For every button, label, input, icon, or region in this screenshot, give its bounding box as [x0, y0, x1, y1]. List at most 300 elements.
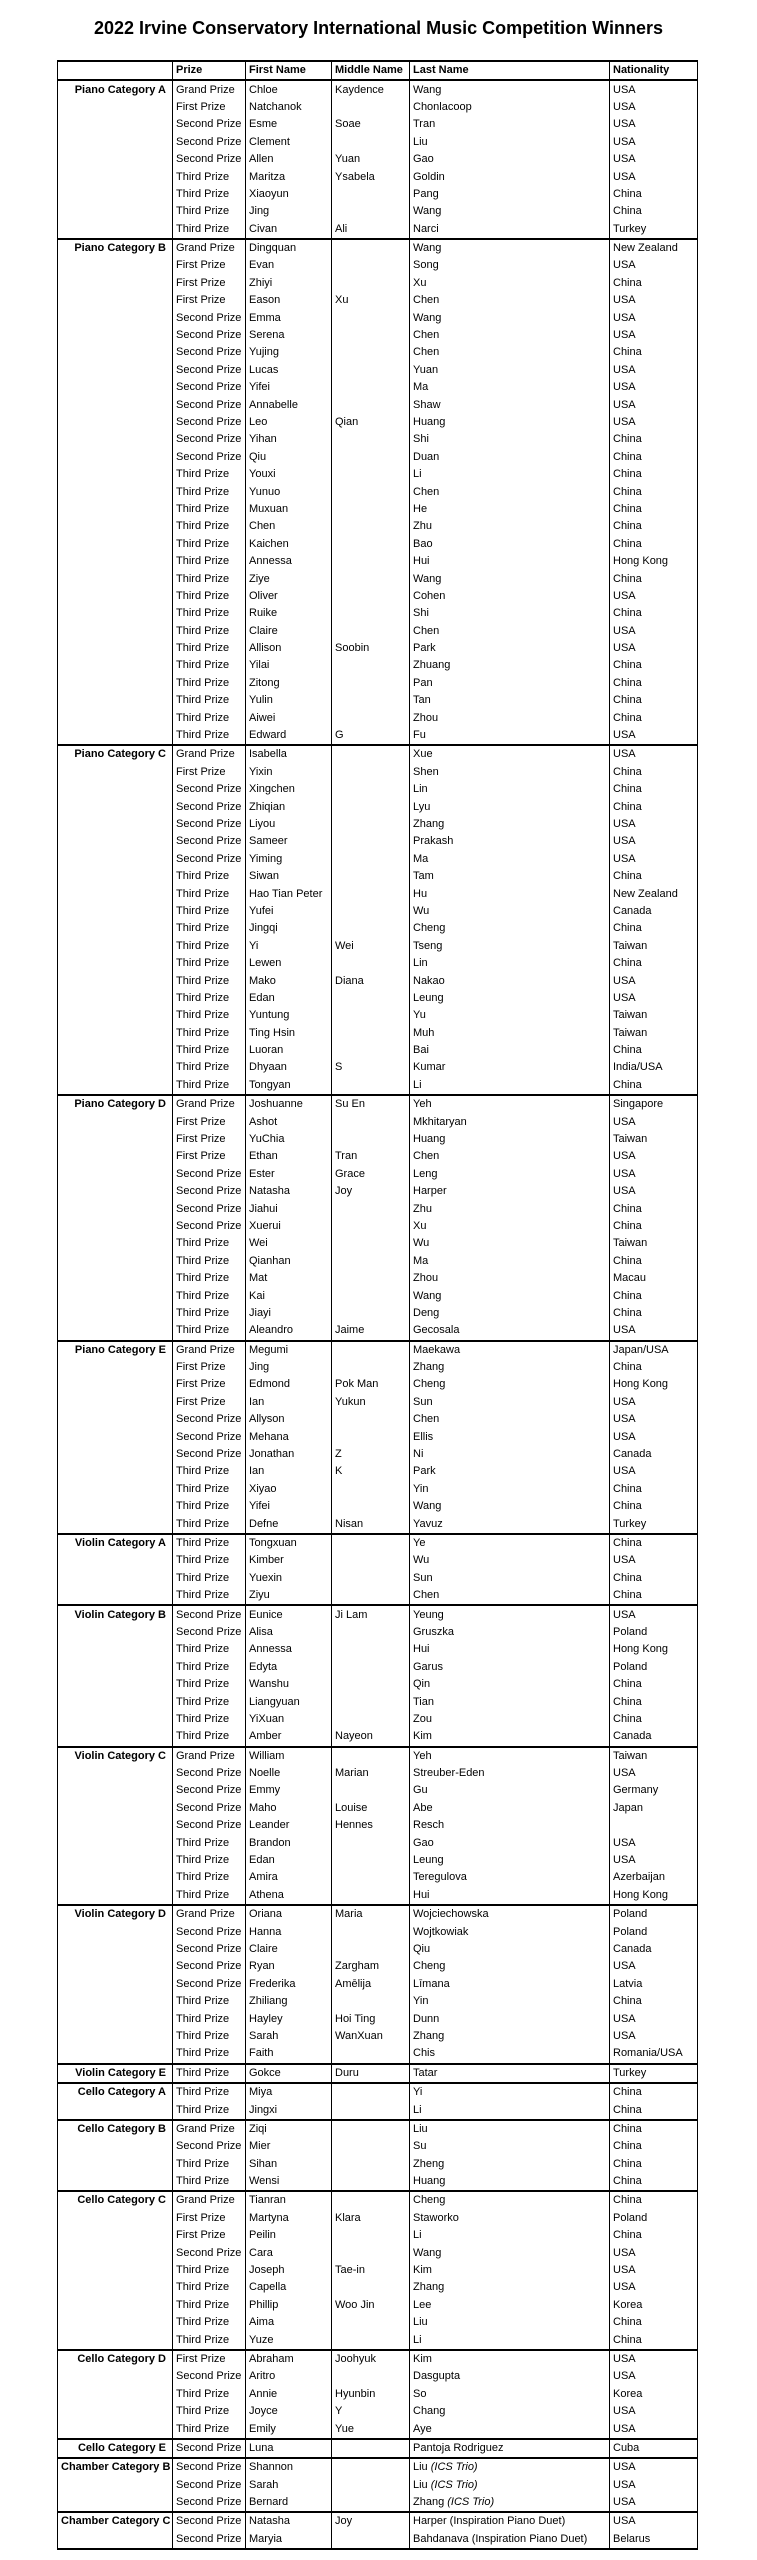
nationality-cell	[610, 1624, 698, 1641]
prize-text: Third Prize	[176, 572, 230, 585]
first-name-text: Yuze	[249, 2333, 274, 2346]
prize-cell	[173, 1376, 246, 1393]
last-name-cell	[410, 1941, 610, 1958]
prize-text: Second Prize	[176, 1430, 242, 1443]
prize-text: Third Prize	[176, 729, 230, 742]
category-cell	[58, 868, 173, 885]
category-cell	[58, 675, 173, 692]
table-row	[58, 1941, 698, 1958]
first-name-text: Qiu	[249, 450, 267, 463]
prize-cell	[173, 640, 246, 657]
last-name-cell	[410, 466, 610, 483]
last-name-text: Deng	[413, 1306, 440, 1319]
prize-text: Third Prize	[176, 1500, 230, 1513]
first-name-cell	[246, 938, 332, 955]
table-row	[58, 2512, 698, 2530]
nationality-cell	[610, 1095, 698, 1113]
first-name-cell	[246, 1007, 332, 1024]
ensemble-note: (ICS Trio)	[430, 2461, 478, 2474]
first-name-text: Kimber	[249, 1554, 284, 1567]
middle-name-cell	[332, 2173, 410, 2191]
middle-name-text: Nisan	[335, 1517, 364, 1530]
last-name-cell	[410, 1077, 610, 1095]
last-name-cell	[410, 257, 610, 274]
category-cell	[58, 727, 173, 745]
first-name-text: Phillip	[249, 2298, 279, 2311]
prize-cell	[173, 2494, 246, 2512]
nationality-text: USA	[613, 259, 636, 272]
middle-name-cell	[332, 518, 410, 535]
table-row	[58, 1587, 698, 1605]
nationality-text: Taiwan	[613, 1749, 648, 1762]
first-name-text: Aritro	[249, 2370, 276, 2383]
nationality-cell	[610, 2458, 698, 2476]
last-name-cell	[410, 745, 610, 763]
first-name-cell	[246, 1428, 332, 1445]
table-row	[58, 1059, 698, 1076]
first-name-text: Jingxi	[249, 2103, 278, 2116]
last-name-cell	[410, 1235, 610, 1252]
middle-name-cell	[332, 2010, 410, 2027]
middle-name-text: Y	[335, 2405, 343, 2418]
table-row	[58, 1428, 698, 1445]
first-name-text: Yuexin	[249, 1571, 283, 1584]
nationality-cell	[610, 745, 698, 763]
last-name-cell	[410, 2512, 610, 2530]
prize-cell	[173, 257, 246, 274]
prize-cell	[173, 605, 246, 622]
prize-text: Third Prize	[176, 2175, 230, 2188]
nationality-text: China	[613, 2086, 642, 2099]
nationality-text: USA	[613, 817, 636, 830]
prize-text: Third Prize	[176, 1871, 230, 1884]
first-name-text: Joseph	[249, 2264, 285, 2277]
nationality-text: China	[613, 433, 642, 446]
prize-text: Third Prize	[176, 1482, 230, 1495]
table-row	[58, 414, 698, 431]
nationality-text: China	[613, 765, 642, 778]
nationality-text: USA	[613, 2496, 636, 2509]
nationality-text: China	[613, 187, 642, 200]
table-row	[58, 292, 698, 309]
first-name-text: Dingquan	[249, 242, 297, 255]
middle-name-cell	[332, 2155, 410, 2172]
last-name-cell	[410, 623, 610, 640]
prize-text: Third Prize	[176, 2086, 230, 2099]
category-cell	[58, 1463, 173, 1480]
prize-cell	[173, 1394, 246, 1411]
last-name-text: So	[413, 2387, 427, 2400]
first-name-text: Tongyan	[249, 1078, 291, 1091]
nationality-text: Hong Kong	[613, 1378, 669, 1391]
table-row	[58, 483, 698, 500]
prize-text: Second Prize	[176, 852, 242, 865]
first-name-cell	[246, 536, 332, 553]
first-name-cell	[246, 972, 332, 989]
prize-text: Third Prize	[176, 2103, 230, 2116]
first-name-text: Zhiqian	[249, 800, 286, 813]
last-name-cell	[410, 99, 610, 116]
first-name-cell	[246, 1941, 332, 1958]
first-name-cell	[246, 257, 332, 274]
first-name-cell	[246, 1570, 332, 1587]
last-name-text: Wojciechowska	[413, 1908, 489, 1921]
middle-name-cell	[332, 2279, 410, 2296]
nationality-cell	[610, 1941, 698, 1958]
middle-name-cell	[332, 920, 410, 937]
prize-text: Third Prize	[176, 694, 230, 707]
last-name-cell	[410, 2279, 610, 2296]
middle-name-text: Ali	[335, 222, 348, 235]
last-name-text: Zhang	[413, 817, 445, 830]
first-name-text: Lucas	[249, 363, 279, 376]
middle-name-cell	[332, 2512, 410, 2530]
prize-text: Third Prize	[176, 2281, 230, 2294]
first-name-cell	[246, 275, 332, 292]
nationality-text: USA	[613, 2012, 636, 2025]
category-cell	[58, 1359, 173, 1376]
first-name-cell	[246, 692, 332, 709]
first-name-cell	[246, 1024, 332, 1041]
middle-name-cell	[332, 553, 410, 570]
first-name-text: Wanshu	[249, 1678, 289, 1691]
table-row	[58, 1322, 698, 1340]
prize-cell	[173, 2244, 246, 2261]
nationality-cell	[610, 764, 698, 781]
first-name-text: Annessa	[249, 1643, 292, 1656]
middle-name-cell	[332, 640, 410, 657]
nationality-text: USA	[613, 589, 636, 602]
middle-name-text: K	[335, 1465, 343, 1478]
prize-cell	[173, 2531, 246, 2549]
nationality-text: USA	[613, 1150, 636, 1163]
middle-name-cell	[332, 134, 410, 151]
category-cell	[58, 2420, 173, 2438]
table-row	[58, 955, 698, 972]
first-name-cell	[246, 1587, 332, 1605]
nationality-text: China	[613, 2157, 642, 2170]
last-name-cell	[410, 1641, 610, 1658]
table-row	[58, 2028, 698, 2045]
last-name-cell	[410, 1287, 610, 1304]
prize-cell	[173, 1834, 246, 1851]
middle-name-cell	[332, 2420, 410, 2438]
last-name-text: Ellis	[413, 1430, 434, 1443]
prize-cell	[173, 2064, 246, 2083]
nationality-text: China	[613, 2316, 642, 2329]
last-name-cell	[410, 640, 610, 657]
first-name-cell	[246, 2439, 332, 2458]
first-name-cell	[246, 2262, 332, 2279]
prize-text: First Prize	[176, 1133, 226, 1146]
last-name-text: Xu	[413, 1219, 427, 1232]
table-row	[58, 134, 698, 151]
nationality-cell	[610, 1305, 698, 1322]
prize-cell	[173, 938, 246, 955]
nationality-text: China	[613, 800, 642, 813]
prize-text: Second Prize	[176, 1185, 242, 1198]
first-name-text: Yiming	[249, 852, 283, 865]
prize-cell	[173, 1747, 246, 1765]
category-cell	[58, 2262, 173, 2279]
category-cell	[58, 623, 173, 640]
prize-text: Third Prize	[176, 502, 230, 515]
table-row	[58, 1800, 698, 1817]
first-name-text: Claire	[249, 624, 278, 637]
first-name-text: Serena	[249, 329, 285, 342]
last-name-text: Dunn	[413, 2012, 440, 2025]
last-name-cell	[410, 1534, 610, 1552]
last-name-text: Liu	[413, 2316, 428, 2329]
nationality-cell	[610, 257, 698, 274]
prize-text: Third Prize	[176, 624, 230, 637]
prize-text: Second Prize	[176, 2140, 242, 2153]
first-name-cell	[246, 501, 332, 518]
prize-text: Third Prize	[176, 589, 230, 602]
nationality-text: China	[613, 537, 642, 550]
prize-text: Second Prize	[176, 1977, 242, 1990]
nationality-text: USA	[613, 1185, 636, 1198]
nationality-cell	[610, 2173, 698, 2191]
last-name-cell	[410, 2210, 610, 2227]
prize-cell	[173, 1218, 246, 1235]
column-header-last-name: Last Name	[410, 61, 610, 80]
prize-cell	[173, 1322, 246, 1340]
last-name-text: Lin	[413, 783, 428, 796]
category-cell	[58, 1817, 173, 1834]
nationality-cell	[610, 309, 698, 326]
category-cell	[58, 640, 173, 657]
category-cell	[58, 1800, 173, 1817]
last-name-text: Hui	[413, 555, 430, 568]
first-name-text: Aima	[249, 2316, 275, 2329]
first-name-cell	[246, 1322, 332, 1340]
prize-cell	[173, 396, 246, 413]
nationality-text: China	[613, 607, 642, 620]
table-row	[58, 1200, 698, 1217]
middle-name-text: Grace	[335, 1167, 365, 1180]
table-row	[58, 2173, 698, 2191]
nationality-text: China	[613, 1537, 642, 1549]
category-cell	[58, 2531, 173, 2549]
header-row	[58, 61, 698, 80]
prize-cell	[173, 1498, 246, 1515]
category-cell	[58, 151, 173, 168]
nationality-cell	[610, 414, 698, 431]
first-name-text: Xingchen	[249, 783, 295, 796]
last-name-text: Ye	[413, 1537, 426, 1549]
nationality-text: USA	[613, 135, 636, 148]
prize-text: First Prize	[176, 259, 226, 272]
nationality-cell	[610, 275, 698, 292]
prize-text: First Prize	[176, 765, 226, 778]
prize-text: Third Prize	[176, 974, 230, 987]
nationality-text: Taiwan	[613, 1133, 648, 1146]
first-name-cell	[246, 2227, 332, 2244]
prize-text: Second Prize	[176, 2461, 242, 2474]
prize-text: Third Prize	[176, 205, 230, 218]
prize-text: Second Prize	[176, 329, 242, 342]
nationality-cell	[610, 1376, 698, 1393]
prize-cell	[173, 1359, 246, 1376]
first-name-cell	[246, 483, 332, 500]
nationality-text: Korea	[613, 2387, 643, 2400]
first-name-text: Sarah	[249, 2029, 279, 2042]
nationality-cell	[610, 1905, 698, 1923]
prize-text: Third Prize	[176, 1571, 230, 1584]
nationality-text: Belarus	[613, 2532, 651, 2545]
prize-cell	[173, 151, 246, 168]
table-row	[58, 151, 698, 168]
nationality-text: Singapore	[613, 1098, 664, 1111]
nationality-text: USA	[613, 1767, 636, 1780]
nationality-text: USA	[613, 100, 636, 113]
first-name-text: Yifei	[249, 1500, 270, 1513]
first-name-text: Claire	[249, 1942, 278, 1955]
middle-name-cell	[332, 764, 410, 781]
last-name-text: Leung	[413, 1854, 444, 1867]
nationality-text: USA	[613, 118, 636, 131]
nationality-cell	[610, 938, 698, 955]
last-name-text: Teregulova	[413, 1871, 467, 1884]
nationality-cell	[610, 605, 698, 622]
first-name-text: Shannon	[249, 2461, 294, 2474]
first-name-cell	[246, 1253, 332, 1270]
nationality-cell	[610, 851, 698, 868]
prize-text: Third Prize	[176, 1306, 230, 1319]
first-name-cell	[246, 2173, 332, 2191]
middle-name-cell	[332, 501, 410, 518]
last-name-cell	[410, 1887, 610, 1905]
first-name-text: Dhyaan	[249, 1061, 287, 1074]
first-name-cell	[246, 449, 332, 466]
prize-text: Third Prize	[176, 1854, 230, 1867]
category-cell	[58, 1941, 173, 1958]
first-name-cell	[246, 623, 332, 640]
last-name-text: Wang	[413, 83, 442, 96]
middle-name-text: S	[335, 1061, 343, 1074]
nationality-cell	[610, 2083, 698, 2101]
nationality-cell	[610, 1287, 698, 1304]
table-row	[58, 1676, 698, 1693]
middle-name-text: Kaydence	[335, 83, 384, 96]
nationality-cell	[610, 2120, 698, 2138]
category-cell: Cello Category E	[58, 2439, 173, 2458]
first-name-text: Wei	[249, 1237, 268, 1250]
last-name-cell	[410, 1765, 610, 1782]
category-cell	[58, 1270, 173, 1287]
last-name-cell	[410, 1394, 610, 1411]
last-name-text: He	[413, 502, 428, 515]
nationality-cell	[610, 1728, 698, 1746]
category-cell	[58, 1887, 173, 1905]
middle-name-cell	[332, 414, 410, 431]
prize-cell	[173, 745, 246, 763]
nationality-cell	[610, 1359, 698, 1376]
first-name-cell	[246, 2210, 332, 2227]
middle-name-cell	[332, 2297, 410, 2314]
prize-cell	[173, 1042, 246, 1059]
last-name-cell	[410, 885, 610, 902]
middle-name-text: Soae	[335, 118, 361, 131]
category-cell	[58, 449, 173, 466]
prize-cell	[173, 1552, 246, 1569]
nationality-text: USA	[613, 1395, 636, 1408]
prize-text: Third Prize	[176, 991, 230, 1004]
table-row	[58, 2386, 698, 2403]
prize-cell	[173, 134, 246, 151]
nationality-cell	[610, 1552, 698, 1569]
last-name-text: Staworko	[413, 2211, 459, 2224]
prize-cell	[173, 2155, 246, 2172]
first-name-text: Faith	[249, 2047, 274, 2060]
last-name-text: Liu	[413, 2478, 428, 2491]
middle-name-cell	[332, 1676, 410, 1693]
middle-name-cell	[332, 1183, 410, 1200]
first-name-text: Gokce	[249, 2066, 281, 2079]
first-name-text: Alisa	[249, 1625, 273, 1638]
last-name-text: Kim	[413, 1730, 432, 1743]
nationality-text: USA	[613, 1608, 636, 1621]
prize-text: Third Prize	[176, 187, 230, 200]
middle-name-cell	[332, 2227, 410, 2244]
prize-cell	[173, 1641, 246, 1658]
table-row	[58, 1747, 698, 1765]
prize-text: Second Prize	[176, 1608, 242, 1621]
prize-text: Second Prize	[176, 1784, 242, 1797]
middle-name-cell	[332, 99, 410, 116]
nationality-text: China	[613, 870, 642, 883]
table-row	[58, 1113, 698, 1130]
nationality-text: Turkey	[613, 1517, 647, 1530]
last-name-text: Zhu	[413, 1202, 432, 1215]
middle-name-text: Qian	[335, 416, 359, 428]
last-name-text: Qin	[413, 1678, 431, 1691]
middle-name-cell	[332, 1411, 410, 1428]
table-row	[58, 2191, 698, 2209]
prize-cell	[173, 309, 246, 326]
last-name-cell	[410, 239, 610, 257]
first-name-text: Defne	[249, 1517, 279, 1530]
last-name-text: Bai	[413, 1044, 429, 1057]
first-name-cell	[246, 2244, 332, 2261]
first-name-cell	[246, 518, 332, 535]
nationality-text: China	[613, 572, 642, 585]
prize-text: Third Prize	[176, 2012, 230, 2025]
last-name-cell	[410, 868, 610, 885]
last-name-text: Li	[413, 2229, 422, 2242]
prize-cell	[173, 851, 246, 868]
last-name-text: Tian	[413, 1695, 434, 1708]
nationality-cell	[610, 2244, 698, 2261]
nationality-text: China	[613, 2122, 642, 2135]
first-name-cell	[246, 657, 332, 674]
last-name-cell	[410, 1463, 610, 1480]
first-name-text: Ting Hsin	[249, 1026, 296, 1039]
table-row	[58, 257, 698, 274]
middle-name-cell	[332, 1834, 410, 1851]
nationality-cell	[610, 2191, 698, 2209]
prize-cell	[173, 483, 246, 500]
prize-text: Second Prize	[176, 817, 242, 830]
nationality-cell	[610, 675, 698, 692]
first-name-text: Luoran	[249, 1044, 284, 1057]
last-name-cell	[410, 501, 610, 518]
first-name-cell	[246, 239, 332, 257]
last-name-text: Cheng	[413, 2194, 446, 2207]
category-cell	[58, 1993, 173, 2010]
last-name-text: Bao	[413, 537, 433, 550]
